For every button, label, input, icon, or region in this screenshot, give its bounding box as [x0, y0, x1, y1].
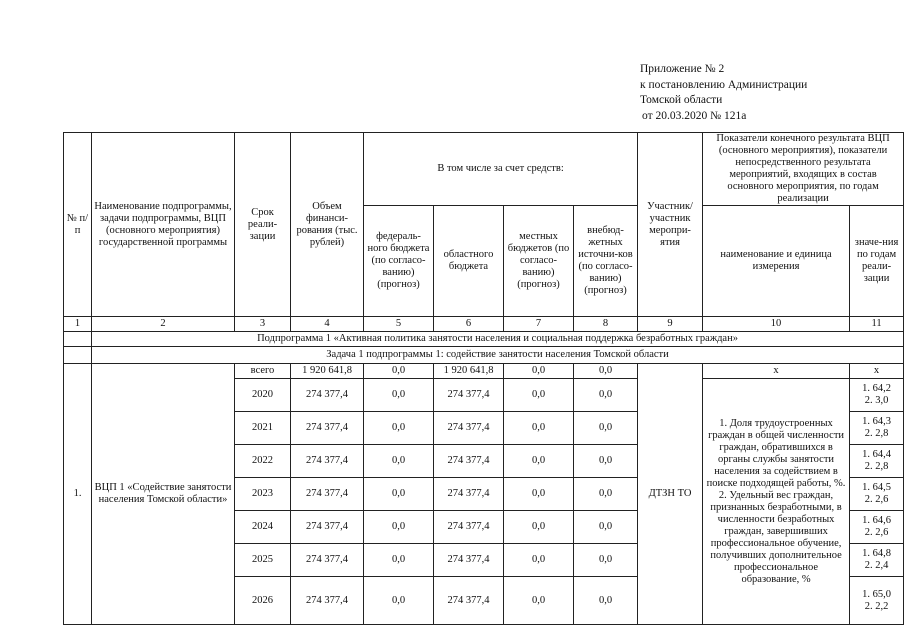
indicator-values	[850, 511, 904, 544]
cell-federal: 0,0	[364, 379, 434, 412]
subprogram-title: Подпрограмма 1 «Активная политика занятости населения и социальная поддержка безработных граждан»	[92, 332, 904, 347]
header-total: Объем финанси-рования (тыс. рублей)	[291, 133, 364, 317]
cell-total: 274 377,4	[291, 577, 364, 625]
cell-period: 2026	[235, 577, 291, 625]
item-name: ВЦП 1 «Содействие занятости населения Томской области»	[92, 364, 235, 625]
blank-cell	[64, 347, 92, 364]
cell-federal: 0,0	[364, 364, 434, 379]
cell-local: 0,0	[504, 544, 574, 577]
cell-extra: 0,0	[574, 577, 638, 625]
indicator-values	[850, 445, 904, 478]
header-local: местных бюджетов (по согласо-ванию) (прогноз)	[504, 206, 574, 317]
cell-period: 2024	[235, 511, 291, 544]
column-number: 1	[64, 317, 92, 332]
cell-total: 274 377,4	[291, 511, 364, 544]
indicator-value-2: 2. 2,8	[864, 461, 889, 472]
appendix-title: Приложение № 2	[640, 63, 725, 75]
cell-regional: 274 377,4	[434, 412, 504, 445]
cell-period: всего	[235, 364, 291, 379]
cell-regional: 274 377,4	[434, 511, 504, 544]
header-name: Наименование подпрограммы, задачи подпрограммы, ВЦП (основного мероприятия) государственной программы	[92, 133, 235, 317]
column-number: 6	[434, 317, 504, 332]
cell-regional: 274 377,4	[434, 379, 504, 412]
column-number: 2	[92, 317, 235, 332]
indicator-value-2: 2. 2,4	[864, 560, 889, 571]
cell-federal: 0,0	[364, 577, 434, 625]
header-funds-group: В том числе за счет средств:	[364, 133, 638, 206]
cell-local: 0,0	[504, 445, 574, 478]
cell-federal: 0,0	[364, 412, 434, 445]
column-number: 8	[574, 317, 638, 332]
value-x: x	[850, 364, 904, 379]
column-number: 5	[364, 317, 434, 332]
cell-federal: 0,0	[364, 511, 434, 544]
cell-regional: 274 377,4	[434, 478, 504, 511]
indicator-value-2: 2. 2,8	[864, 428, 889, 439]
indicator-value-1: 1. 64,6	[862, 515, 891, 526]
cell-local: 0,0	[504, 412, 574, 445]
cell-total: 1 920 641,8	[291, 364, 364, 379]
cell-period: 2025	[235, 544, 291, 577]
indicator-value-1: 1. 64,3	[862, 416, 891, 427]
cell-total: 274 377,4	[291, 445, 364, 478]
cell-local: 0,0	[504, 478, 574, 511]
indicator-value-1: 1. 64,5	[862, 482, 891, 493]
cell-regional: 274 377,4	[434, 445, 504, 478]
cell-regional: 1 920 641,8	[434, 364, 504, 379]
cell-period: 2021	[235, 412, 291, 445]
cell-total: 274 377,4	[291, 379, 364, 412]
column-number: 10	[703, 317, 850, 332]
header-period: Срок реали-зации	[235, 133, 291, 317]
indicator-values	[850, 412, 904, 445]
indicator-description: 1. Доля трудоустроенных граждан в общей численности граждан, обратившихся в органы службы занятости населения за содействием в поиске подходящей работы, %. 2. Удельный вес граждан, признанных безработными, в численности безработных граждан, завершивших профессиональное обучение, получивших дополнительное профессиональное образование, %	[703, 379, 850, 625]
indicator-value-1: 1. 64,8	[862, 548, 891, 559]
appendix-line-4: от 20.03.2020 № 121а	[642, 109, 747, 122]
header-indicator-values: значе-ния по годам реали-зации	[850, 206, 904, 317]
cell-extra: 0,0	[574, 364, 638, 379]
indicator-values	[850, 379, 904, 412]
cell-federal: 0,0	[364, 544, 434, 577]
program-table	[63, 132, 904, 625]
cell-local: 0,0	[504, 364, 574, 379]
cell-total: 274 377,4	[291, 412, 364, 445]
column-number: 4	[291, 317, 364, 332]
appendix-line-2: к постановлению Администрации	[640, 78, 808, 91]
appendix-header	[640, 62, 890, 124]
cell-period: 2022	[235, 445, 291, 478]
indicator-values	[850, 544, 904, 577]
cell-total: 274 377,4	[291, 478, 364, 511]
cell-extra: 0,0	[574, 478, 638, 511]
cell-period: 2023	[235, 478, 291, 511]
indicator-values	[850, 478, 904, 511]
indicator-value-1: 1. 64,4	[862, 449, 891, 460]
blank-cell	[64, 332, 92, 347]
column-number: 9	[638, 317, 703, 332]
indicator-value-2: 2. 2,6	[864, 527, 889, 538]
header-indicator-name: наименование и единица измерения	[703, 206, 850, 317]
header-extra: внебюд-жетных источни-ков (по согласо-ванию) (прогноз)	[574, 206, 638, 317]
cell-period: 2020	[235, 379, 291, 412]
cell-extra: 0,0	[574, 445, 638, 478]
column-number: 7	[504, 317, 574, 332]
cell-local: 0,0	[504, 577, 574, 625]
cell-extra: 0,0	[574, 544, 638, 577]
indicator-value-1: 1. 64,2	[862, 383, 891, 394]
indicator-value-1: 1. 65,0	[862, 588, 891, 600]
header-participant: Участник/ участник меропри-ятия	[638, 133, 703, 317]
indicator-values	[850, 577, 904, 625]
task-title: Задача 1 подпрограммы 1: содействие занятости населения Томской области	[92, 347, 904, 364]
cell-regional: 274 377,4	[434, 544, 504, 577]
cell-extra: 0,0	[574, 379, 638, 412]
appendix-line-3: Томской области	[640, 94, 723, 106]
column-number: 11	[850, 317, 904, 332]
indicator-value-2: 2. 3,0	[864, 395, 889, 406]
cell-federal: 0,0	[364, 445, 434, 478]
cell-regional: 274 377,4	[434, 577, 504, 625]
header-regional: областного бюджета	[434, 206, 504, 317]
cell-extra: 0,0	[574, 511, 638, 544]
participant: ДТЗН ТО	[638, 364, 703, 625]
cell-federal: 0,0	[364, 478, 434, 511]
cell-local: 0,0	[504, 511, 574, 544]
header-indicators-group: Показатели конечного результата ВЦП (основного мероприятия), показатели непосредственного результата мероприятий, входящих в состав основного мероприятия, по годам реализации	[703, 133, 904, 206]
cell-extra: 0,0	[574, 412, 638, 445]
item-number: 1.	[64, 364, 92, 625]
column-number: 3	[235, 317, 291, 332]
header-federal: федераль-ного бюджета (по согласо-ванию) (прогноз)	[364, 206, 434, 317]
column-numbers-row	[64, 317, 904, 332]
table-row	[64, 364, 904, 379]
indicator-value-2: 2. 2,2	[864, 600, 889, 612]
indicator-x: x	[703, 364, 850, 379]
header-number: № п/п	[64, 133, 92, 317]
indicator-value-2: 2. 2,6	[864, 494, 889, 505]
cell-total: 274 377,4	[291, 544, 364, 577]
cell-local: 0,0	[504, 379, 574, 412]
